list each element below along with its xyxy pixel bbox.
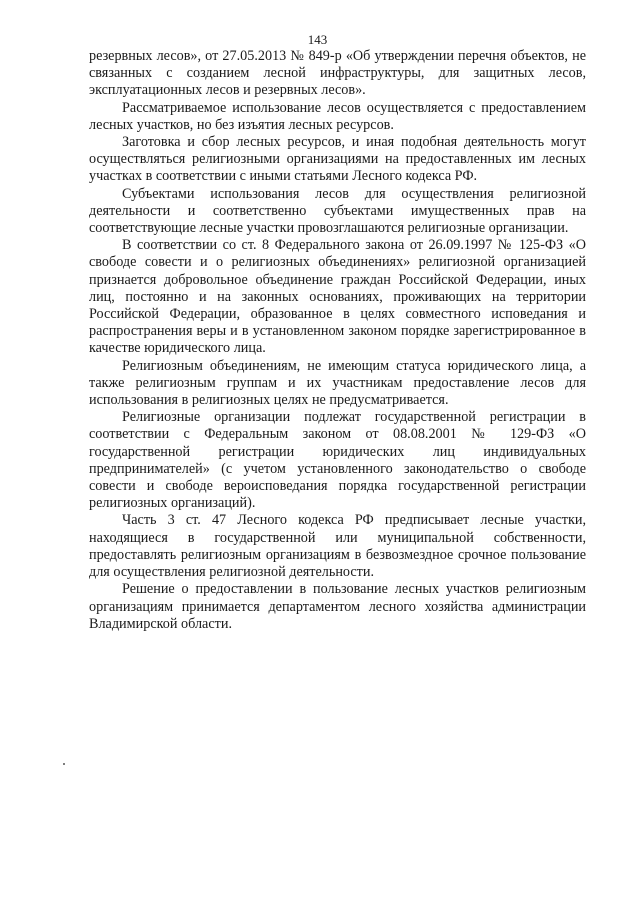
paragraph: Заготовка и сбор лесных ресурсов, и иная подобная деятельность могут осуществляться религиозными организациями на предоставленных им лесных участках в соответствии с иными статьями Лесного кодекса РФ. [89, 134, 586, 185]
scan-speck [63, 763, 65, 765]
paragraph: Религиозные организации подлежат государственной регистрации в соответствии с Федеральным законом от 08.08.2001 № 129-ФЗ «О государственной регистрации юридических лиц индивидуальных предпринимателей» (с учетом установленного законодательство о свободе совести и свободе вероисповедания порядка государственной регистрации религиозных организаций). [89, 409, 586, 512]
paragraph: Рассматриваемое использование лесов осуществляется с предоставлением лесных участков, но без изъятия лесных ресурсов. [89, 99, 586, 133]
paragraph: В соответствии со ст. 8 Федерального закона от 26.09.1997 № 125-ФЗ «О свободе совести и о религиозных объединениях» религиозной организацией признается добровольное объединение граждан Российской Федерации, иных лиц, постоянно и на законных основаниях, проживающих на территории Российской Федерации, образованное в целях совместного исповедания и распространения веры и в установленном законом порядке зарегистрированное в качестве юридического лица. [89, 237, 586, 357]
paragraph: Религиозным объединениям, не имеющим статуса юридического лица, а также религиозным группам и их участникам предоставление лесов для использования в религиозных целях не предусматривается. [89, 357, 586, 409]
paragraph: Субъектами использования лесов для осуществления религиозной деятельности и соответственно субъектами имущественных прав на соответствующие лесные участки провозглашаются религиозные организации. [89, 185, 586, 237]
paragraph: Часть 3 ст. 47 Лесного кодекса РФ предписывает лесные участки, находящиеся в государственной или муниципальной собственности, предоставлять религиозным организациям в безвозмездное срочное пользование для осуществления религиозной деятельности. [89, 512, 586, 581]
page-number: 143 [307, 32, 328, 47]
paragraph-continuation: резервных лесов», от 27.05.2013 № 849-р «Об утверждении перечня объектов, не связанных с созданием лесной инфраструктуры, для защитных лесов, эксплуатационных лесов и резервных лесов». [89, 48, 586, 99]
paragraph: Решение о предоставлении в пользование лесных участков религиозным организациям принимается департаментом лесного хозяйства администрации Владимирской области. [89, 581, 586, 632]
body-text [89, 48, 586, 633]
